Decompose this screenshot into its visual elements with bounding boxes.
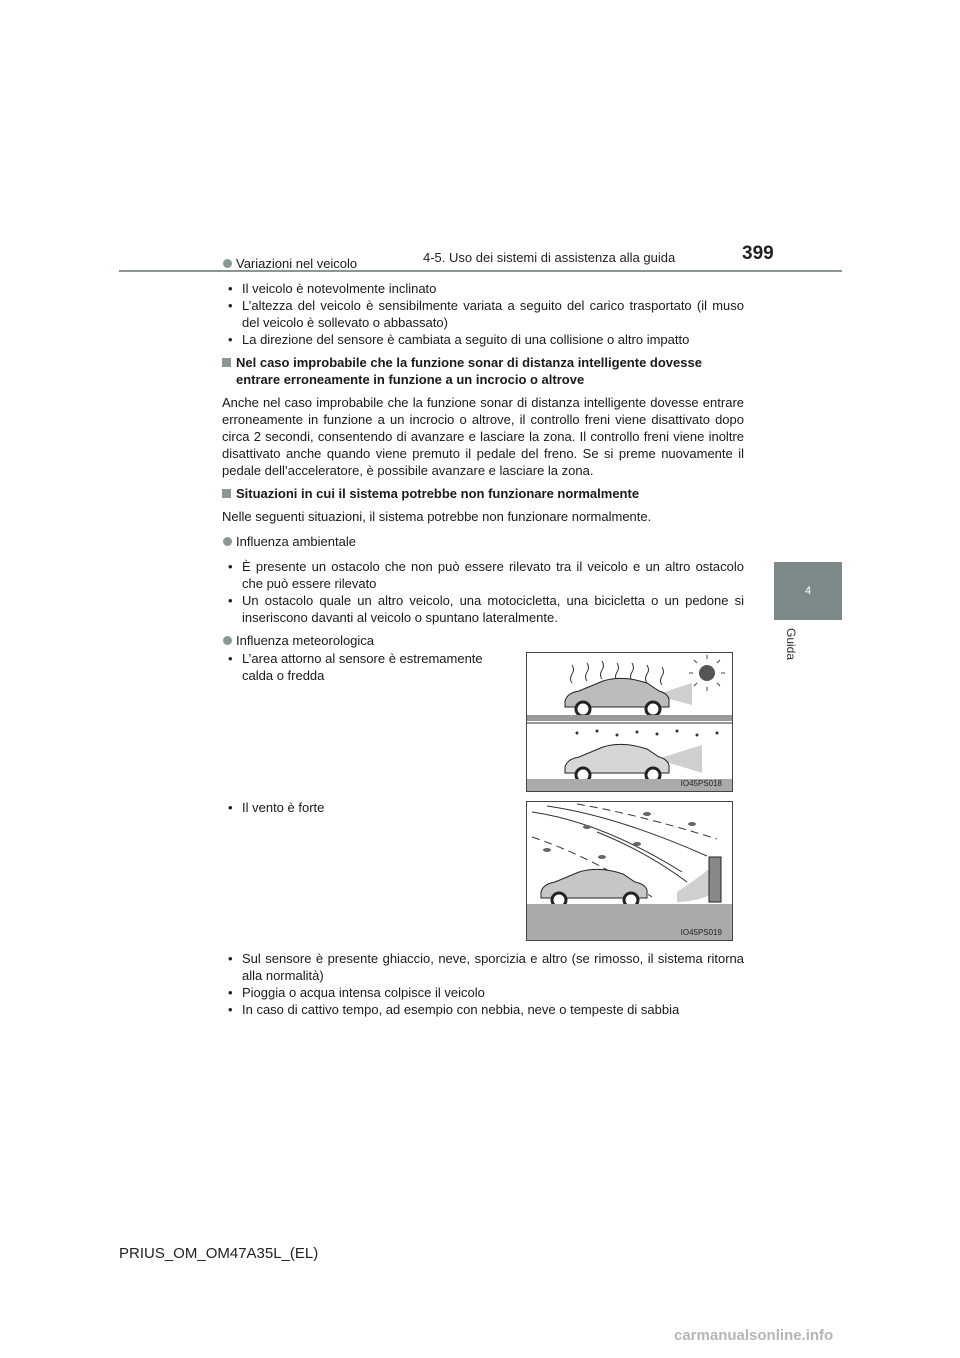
temperature-illustration <box>527 653 732 791</box>
chapter-tab[interactable]: 4 <box>774 562 842 620</box>
watermark: carmanualsonline.info <box>674 1327 834 1344</box>
section2-body: Nelle seguenti situazioni, il sistema potrebbe non funzionare normalmente. <box>222 509 652 524</box>
list-item: • Il vento è forte <box>222 799 507 816</box>
list-item: • La direzione del sensore è cambiata a seguito di una collisione o altro impatto <box>222 331 744 348</box>
figure-wind <box>526 801 733 941</box>
page-number: 399 <box>742 243 774 264</box>
heading-variazioni: Variazioni nel veicolo <box>222 255 744 272</box>
sun-icon <box>689 655 725 691</box>
heading-section1: Nel caso improbabile che la funzione sonar di distanza intelligente dovesse entrare erroneamente in funzione a un incrocio o altrove <box>222 354 744 388</box>
list-item: • Un ostacolo quale un altro veicolo, una motocicletta, una bicicletta o un pedone si inseriscono davanti al veicolo o spuntano lateralmente. <box>222 592 744 626</box>
list-item: • L’area attorno al sensore è estremamente calda o fredda <box>222 650 507 684</box>
car-icon <box>565 678 669 716</box>
list-item: • Sul sensore è presente ghiaccio, neve, sporcizia e altro (se rimosso, il sistema ritorna alla normalità) <box>222 950 744 984</box>
chapter-tab-label: Guida <box>784 628 798 661</box>
list-item: • L’altezza del veicolo è sensibilmente variata a seguito del carico trasportato (il muso del veicolo è sollevato o abbassato) <box>222 297 744 331</box>
list-item: • È presente un ostacolo che non può essere rilevato tra il veicolo e un altro ostacolo che può essere rilevato <box>222 558 744 592</box>
heading-meteo: Influenza meteorologica <box>222 632 744 649</box>
list-item: • Il veicolo è notevolmente inclinato <box>222 280 744 297</box>
section1-body: Anche nel caso improbabile che la funzione sonar di distanza intelligente dovesse entrare erroneamente in funzione a un incrocio o altrove, il controllo freni viene disattivato dopo circa 2 secondi, consentendo di avanzare e lasciare la zona. Il controllo freni viene inoltre disattivato anche quando viene premuto il pedale del freno. Se si preme nuovamente il pedale dell’acceleratore, è possibile avanzare e lasciare la zona. <box>222 395 744 478</box>
figure-temperature <box>526 652 733 792</box>
figure-code: IO45PS018 <box>680 779 722 788</box>
list-item: • Pioggia o acqua intensa colpisce il veicolo <box>222 984 744 1001</box>
section-title: 4-5. Uso dei sistemi di assistenza alla guida <box>423 250 676 265</box>
heading-ambientale: Influenza ambientale <box>222 533 744 550</box>
model-code: PRIUS_OM_OM47A35L_(EL) <box>119 1245 319 1262</box>
figure-code: IO45PS019 <box>680 928 722 937</box>
main-content <box>222 255 744 649</box>
car-icon <box>565 744 669 782</box>
heading-section2: Situazioni in cui il sistema potrebbe non funzionare normalmente <box>222 485 744 502</box>
snow-icon <box>576 730 719 737</box>
car-icon <box>541 869 647 907</box>
obstacle <box>709 857 721 902</box>
wind-illustration <box>527 802 732 940</box>
list-item: • In caso di cattivo tempo, ad esempio con nebbia, neve o tempeste di sabbia <box>222 1001 744 1018</box>
